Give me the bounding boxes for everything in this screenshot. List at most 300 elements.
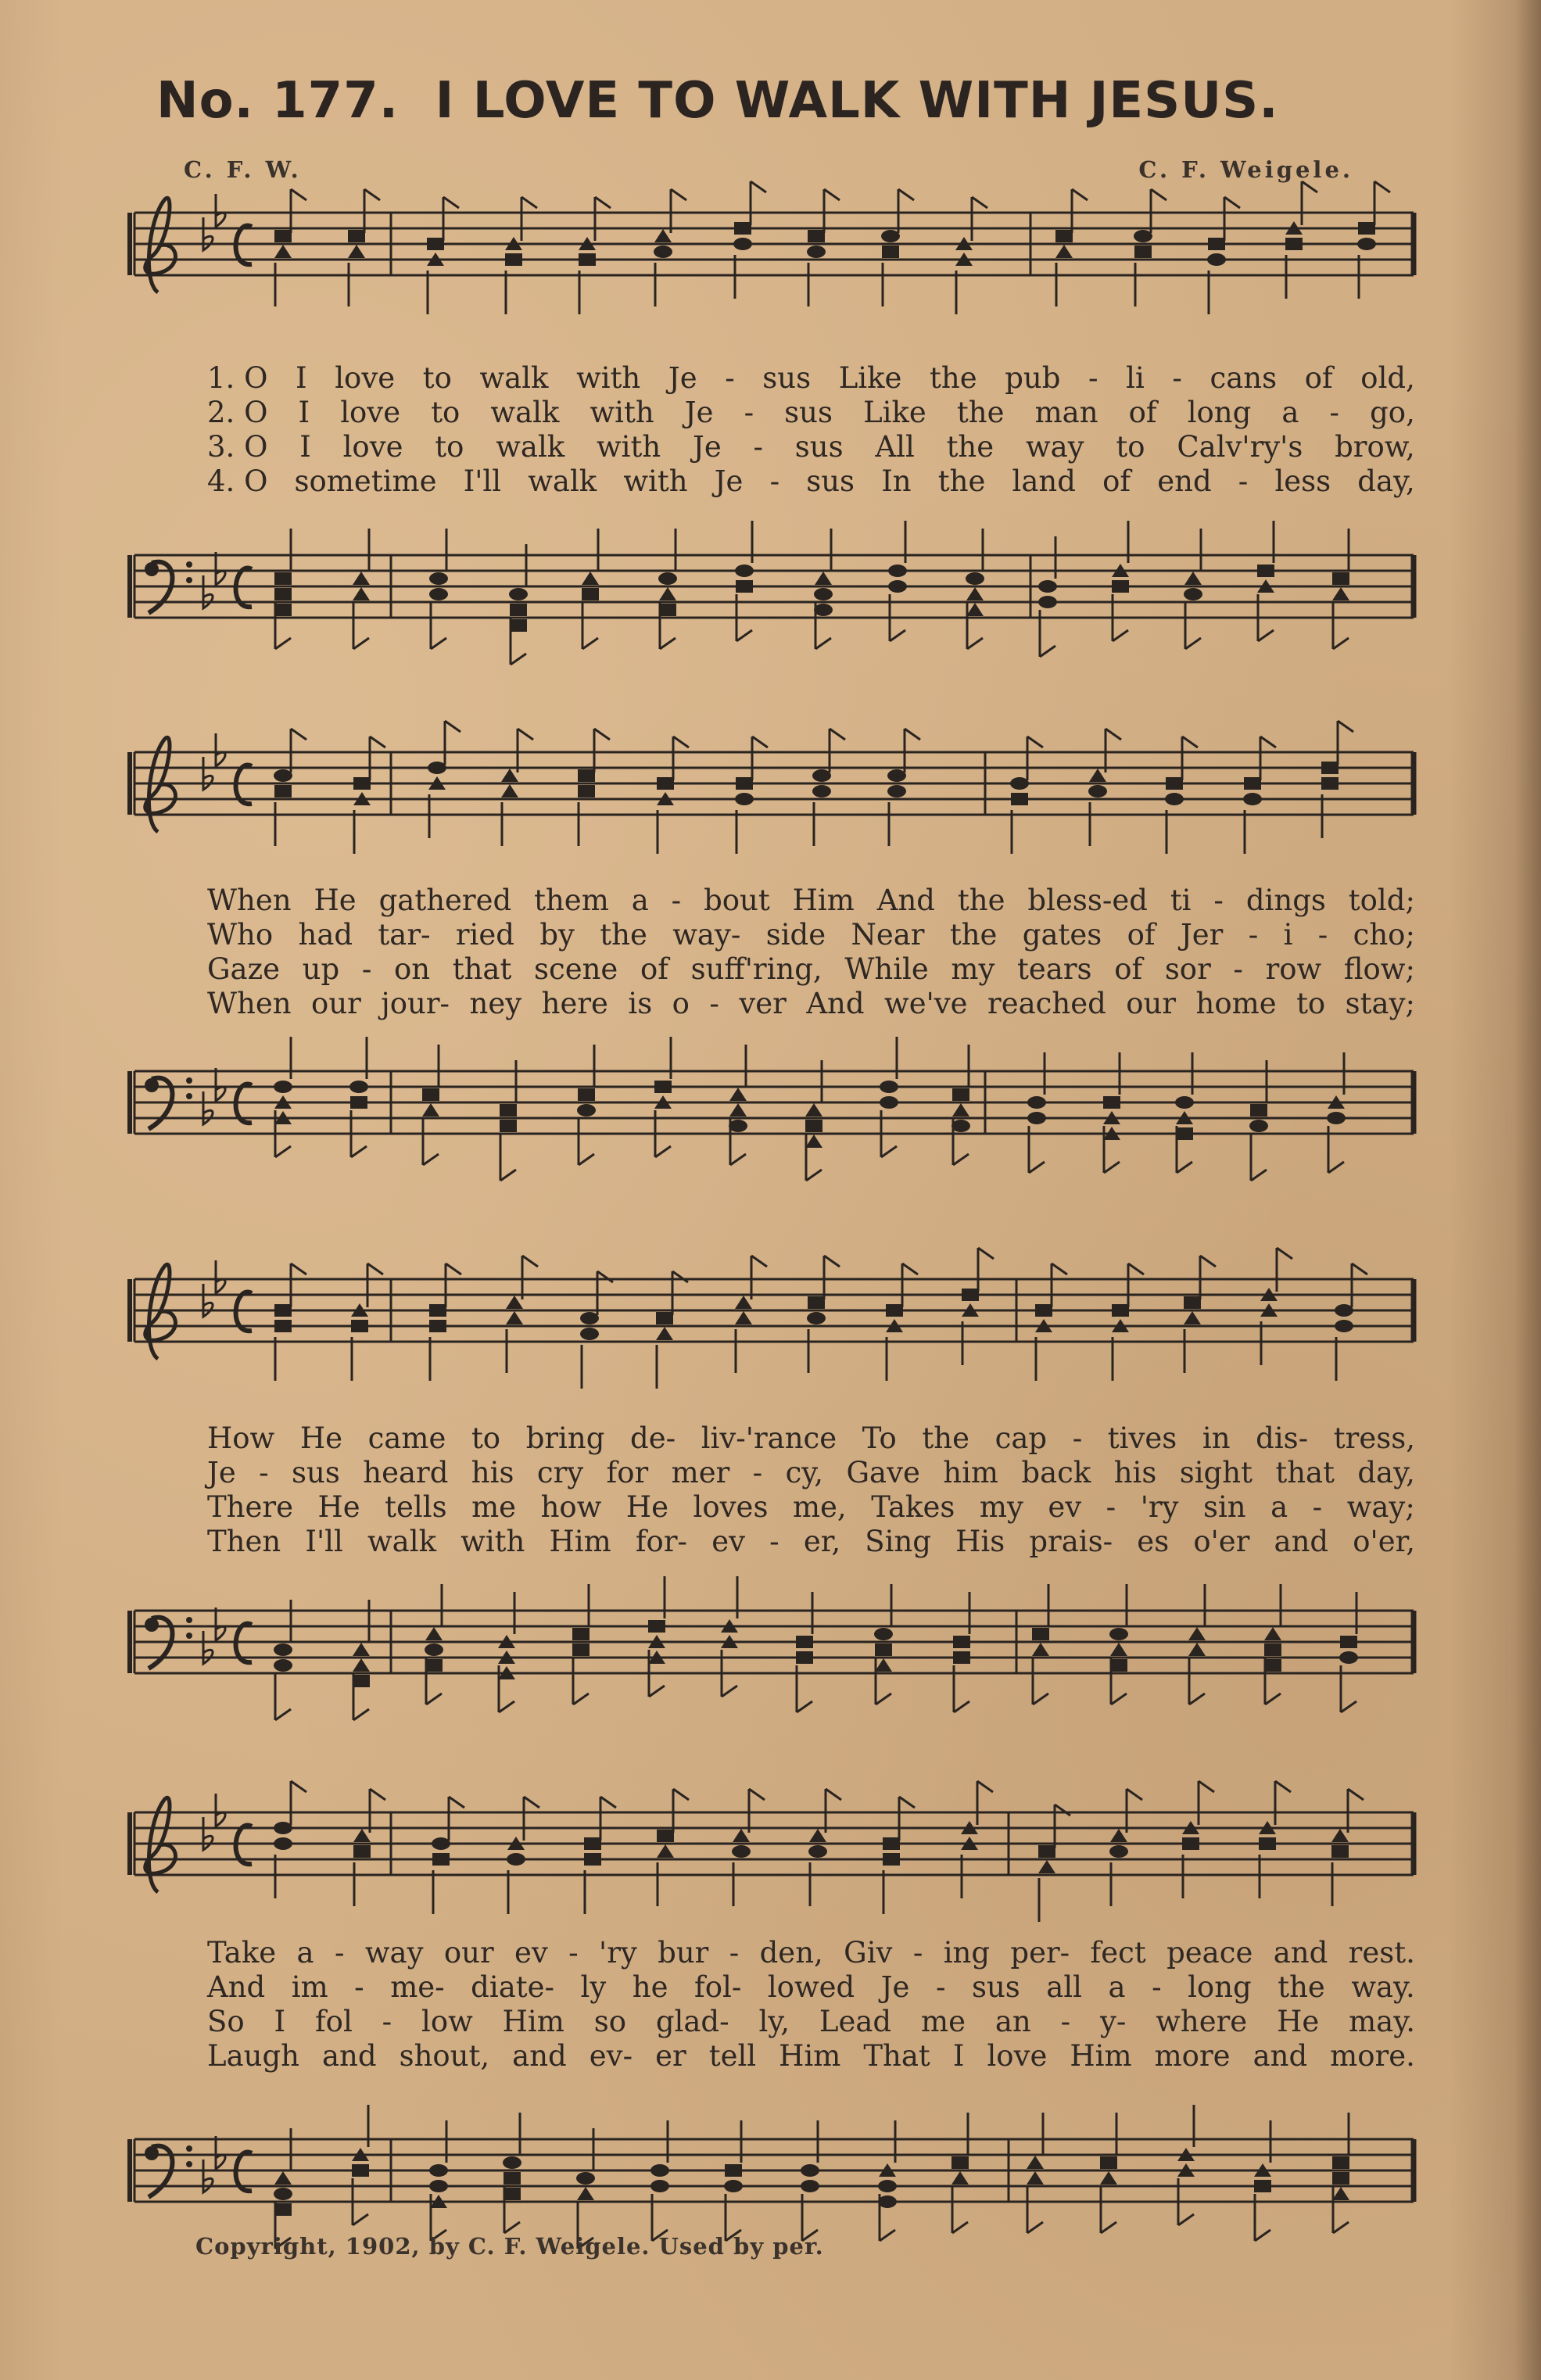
lyric-word: reached (987, 987, 1106, 1020)
lyric-word: 2. O (207, 396, 268, 429)
lyric-word: Lead (819, 2005, 892, 2038)
lyric-word: He (317, 1490, 360, 1524)
lyric-word: an (994, 2005, 1031, 2038)
lyric-word: row (1265, 952, 1322, 986)
lyric-word: Him (502, 2005, 564, 2038)
lyric-word: came (367, 1421, 446, 1455)
lyric-word: sus (784, 396, 833, 429)
lyric-word: I (299, 430, 311, 464)
lyric-word: dings (1245, 884, 1326, 917)
lyric-word: o'er, (1353, 1525, 1415, 1558)
lyric-word: And (806, 987, 865, 1020)
lyric-word: tells (385, 1490, 447, 1524)
lyric-word: way (364, 1936, 424, 1970)
lyric-word: long (1187, 396, 1252, 429)
lyric-word: - (334, 1936, 345, 1970)
lyric-word: Him (549, 1525, 611, 1558)
lyric-word: den, (759, 1936, 823, 1970)
lyric-word: love (340, 396, 401, 429)
lyric-word: - (1312, 1490, 1323, 1524)
lyric-word: the (937, 464, 986, 498)
lyric-word: up (302, 952, 340, 986)
lyric-word: es (1137, 1525, 1170, 1558)
lyric-word: love (335, 361, 396, 395)
lyric-word: - (354, 1970, 364, 2004)
lyric-word: 'ry (1140, 1490, 1179, 1524)
lyric-word: o'er (1193, 1525, 1250, 1558)
note-head (1027, 2171, 1044, 2185)
lyric-word: I (298, 396, 310, 429)
lyric-word: my (951, 952, 995, 986)
flat-sign-icon (216, 2136, 225, 2169)
lyric-word: Je (692, 430, 722, 464)
lyric-word: and (1253, 2039, 1308, 2073)
lyric-word: walk (528, 464, 597, 498)
lyric-word: his (1113, 1456, 1157, 1489)
lyric-word: ev- (589, 2039, 633, 2073)
lyric-word: of (1127, 918, 1156, 952)
lyric-word: bout (704, 884, 770, 917)
lyric-word: here (541, 987, 608, 1020)
lyric-word: 4. O (207, 464, 268, 498)
lyric-word: and (1273, 1936, 1328, 1970)
lyric-word: rest. (1348, 1936, 1415, 1970)
note-head (951, 2171, 969, 2185)
lyric-word: go, (1370, 396, 1415, 429)
lyric-word: had (298, 918, 353, 952)
words-credit: C. F. W. (184, 156, 302, 183)
lyric-word: we've (884, 987, 968, 1020)
lyric-word: li (1126, 361, 1145, 395)
note-head (274, 2188, 292, 2200)
lyric-word: way; (1346, 1490, 1415, 1524)
lyric-word: Gaze (207, 952, 281, 986)
note-flag (952, 2222, 968, 2233)
lyric-word: - (1238, 464, 1249, 498)
lyric-word: his (471, 1456, 514, 1489)
lyric-word: ver (739, 987, 787, 1020)
lyric-word: - (568, 1936, 579, 1970)
lyric-word: a (1270, 1490, 1288, 1524)
lyric-word: Calv'ry's (1177, 430, 1303, 464)
lyric-word: them (534, 884, 609, 917)
note-head (1027, 2156, 1044, 2169)
lyric-word: Take (207, 1936, 277, 1970)
lyric-word: me (471, 1490, 517, 1524)
lyric-word: the (956, 396, 1005, 429)
lyric-word: lowed (767, 1970, 855, 2004)
lyric-word: Like (838, 361, 902, 395)
lyric-word: That (863, 2039, 930, 2073)
lyric-word: that (1275, 1456, 1335, 1489)
lyric-word: the (946, 430, 994, 464)
lyric-word: in (1202, 1421, 1231, 1455)
lyric-word: - (382, 2005, 392, 2038)
lyric-word: ly (580, 1970, 607, 2004)
lyric-word: may. (1349, 2005, 1415, 2038)
lyric-word: All (875, 430, 915, 464)
lyric-word: - (1072, 1421, 1083, 1455)
lyric-word: way (1025, 430, 1084, 464)
bass-clef-dot (186, 2161, 192, 2167)
lyric-word: Near (851, 918, 925, 952)
lyric-word: me (920, 2005, 966, 2038)
lyric-word: stay; (1345, 987, 1415, 1020)
note-head (577, 2187, 594, 2200)
note-flag (504, 2222, 520, 2233)
lyric-word: To (862, 1421, 897, 1455)
lyric-word: ly, (758, 2005, 790, 2038)
lyric-word: more (1154, 2039, 1231, 2073)
lyric-word: pub (1005, 361, 1061, 395)
note-head (878, 2180, 897, 2192)
lyric-word: is (628, 987, 653, 1020)
hymn-number: No. 177. (156, 72, 400, 130)
lyric-word: back (1021, 1456, 1091, 1489)
lyric-word: 'ry (599, 1936, 637, 1970)
lyric-word: gathered (378, 884, 512, 917)
lyric-word: - (1233, 952, 1243, 986)
lyric-word: the (930, 361, 977, 395)
lyric-word: with (590, 396, 654, 429)
lyric-word: - (1317, 918, 1328, 952)
note-head (429, 2164, 448, 2177)
lyric-word: to (1116, 430, 1145, 464)
lyric-word: sus (806, 464, 855, 498)
lyric-word: sus (794, 430, 844, 464)
lyric-word: a (1281, 396, 1299, 429)
lyric-word: of (1102, 464, 1131, 498)
lyric-word: Gave (846, 1456, 920, 1489)
lyric-word: In (881, 464, 912, 498)
copyright-notice: Copyright, 1902, by C. F. Weigele. Used by per. (195, 2233, 824, 2260)
lyric-word: I (952, 2039, 965, 2073)
lyric-word: How (207, 1421, 275, 1455)
lyric-word: - (1329, 396, 1340, 429)
lyric-word: He (1277, 2005, 1320, 2038)
lyric-word: low (421, 2005, 473, 2038)
lyric-word: jour- (381, 987, 450, 1020)
lyric-word: ev (514, 1936, 548, 1970)
lyric-word: end (1157, 464, 1212, 498)
lyric-word: ev (711, 1525, 745, 1558)
lyric-word: to (435, 430, 464, 464)
lyric-word: He (625, 1490, 669, 1524)
lyric-word: i (1283, 918, 1293, 952)
lyric-word: that (452, 952, 512, 986)
lyric-word: the (957, 884, 1005, 917)
lyric-word: on (393, 952, 431, 986)
lyric-word: the (600, 918, 647, 952)
lyric-word: a (1108, 1970, 1126, 2004)
lyric-word: bur (658, 1936, 709, 1970)
lyric-word: of (640, 952, 668, 986)
lyric-word: Him (779, 2039, 841, 2073)
lyric-word: His (955, 1525, 1005, 1558)
note-head (951, 2156, 969, 2169)
lyric-word: gates (1022, 918, 1102, 952)
lyric-word: Je (684, 396, 714, 429)
lyric-word: less (1274, 464, 1331, 498)
lyric-word: ing (943, 1936, 991, 1970)
lyric-word: walk (496, 430, 565, 464)
lyric-word: - (725, 361, 735, 395)
lyric-word: of (1128, 396, 1157, 429)
lyric-word: sometime (294, 464, 437, 498)
lyric-word: of (1114, 952, 1143, 986)
note-head (503, 2156, 521, 2169)
lyric-word: to (431, 396, 461, 429)
lyric-word: more. (1330, 2039, 1415, 2073)
lyric-word: sus (971, 1970, 1020, 2004)
lyric-word: - (259, 1456, 269, 1489)
lyric-word: our (311, 987, 361, 1020)
lyric-word: cry (536, 1456, 584, 1489)
note-flag (1101, 2222, 1116, 2233)
lyric-word: Him (792, 884, 855, 917)
lyric-word: prais- (1029, 1525, 1113, 1558)
lyric-word: So (207, 2005, 245, 2038)
lyric-word: glad- (655, 2005, 729, 2038)
lyric-word: - (753, 430, 764, 464)
lyric-word: how (540, 1490, 602, 1524)
lyric-word: Je (207, 1456, 236, 1489)
lyric-word: ev (1048, 1490, 1082, 1524)
music-credit: C. F. Weigele. (1138, 156, 1353, 183)
lyric-word: of (1304, 361, 1333, 395)
note-head (504, 2172, 521, 2185)
lyric-word: the (1278, 1970, 1325, 2004)
lyric-word: He (314, 884, 357, 917)
lyric-word: and (322, 2039, 377, 2073)
lyric-word: a (296, 1936, 314, 1970)
lyric-word: tar- (378, 918, 431, 952)
lyric-word: sight (1179, 1456, 1253, 1489)
lyric-word: my (979, 1490, 1023, 1524)
lyric-word: - (671, 884, 682, 917)
note-flag (1027, 2222, 1043, 2233)
lyric-word: heard (363, 1456, 449, 1489)
lyric-word: peace (1167, 1936, 1253, 1970)
lyric-word: While (844, 952, 929, 986)
lyric-word: with (576, 361, 641, 395)
note-head (1100, 2171, 1117, 2185)
lyric-word: cap (994, 1421, 1048, 1455)
note-head (801, 2180, 819, 2192)
lyric-word: sin (1202, 1490, 1246, 1524)
lyric-word: told; (1348, 884, 1415, 917)
lyric-word: me- (390, 1970, 445, 2004)
lyric-word: old, (1360, 361, 1415, 395)
lyric-word: - (769, 1525, 779, 1558)
lyric-word: love (342, 430, 403, 464)
lyric-word: scene (534, 952, 618, 986)
lyric-word: ney (469, 987, 522, 1020)
lyric-word: Him (1070, 2039, 1132, 2073)
note-head (576, 2172, 595, 2185)
note-head (274, 2203, 292, 2216)
lyric-word: and (1274, 1525, 1329, 1558)
lyric-word: to (422, 361, 452, 395)
lyric-word: liv-'rance (701, 1421, 837, 1455)
lyric-word: dis- (1256, 1421, 1309, 1455)
lyric-word: with (623, 464, 688, 498)
lyric-word: way. (1351, 1970, 1415, 2004)
lyric-word: where (1156, 2005, 1248, 2038)
lyric-word: ried (455, 918, 514, 952)
note-head (504, 2188, 521, 2200)
note-head (801, 2164, 819, 2177)
lyric-word: man (1034, 396, 1098, 429)
lyric-word: walk (490, 396, 560, 429)
lyric-word: way- (672, 918, 741, 952)
lyric-word: - (752, 1456, 763, 1489)
lyric-word: - (769, 464, 780, 498)
lyric-word: side (765, 918, 826, 952)
lyric-word: our (1126, 987, 1177, 1020)
lyric-word: er, (803, 1525, 841, 1558)
lyric-word: cho; (1353, 918, 1415, 952)
lyric-word: day, (1357, 464, 1415, 498)
lyric-word: tears (1017, 952, 1092, 986)
lyric-word: - (912, 1936, 923, 1970)
lyric-word: Like (863, 396, 926, 429)
lyric-word: fect (1090, 1936, 1146, 1970)
note-flag (1255, 2230, 1270, 2241)
note-head (352, 2164, 369, 2177)
lyric-word: land (1012, 464, 1076, 498)
lyric-word: I'll (463, 464, 502, 498)
lyric-word: cy, (785, 1456, 824, 1489)
lyric-word: fol- (694, 1970, 742, 2004)
lyric-word: - (361, 952, 372, 986)
note-head (878, 2195, 897, 2208)
lyric-word: sor (1164, 952, 1211, 986)
lyric-word: Then (207, 1525, 281, 1558)
lyric-word: so (593, 2005, 626, 2038)
hymn-title: I LOVE TO WALK WITH JESUS. (435, 72, 1279, 130)
lyric-word: flow; (1343, 952, 1415, 986)
lyric-word: I (274, 2005, 286, 2038)
note-head (650, 2180, 669, 2192)
lyric-word: fol (314, 2005, 353, 2038)
lyric-word: sus (762, 361, 812, 395)
lyric-word: with (461, 1525, 525, 1558)
note-head (1332, 2187, 1349, 2200)
lyric-word: long (1188, 1970, 1252, 2004)
lyric-word: and (512, 2039, 567, 2073)
lyric-word: suff'ring, (690, 952, 822, 986)
lyric-word: - (744, 396, 754, 429)
note-flag (880, 2230, 895, 2241)
note-head (1254, 2180, 1271, 2192)
note-head (725, 2164, 742, 2177)
note-head (429, 2180, 448, 2192)
note-head (274, 2171, 292, 2185)
lyric-word: Je (714, 464, 744, 498)
lyric-word: Je (880, 1970, 910, 2004)
lyric-word: to (471, 1421, 501, 1455)
lyric-word: loves (693, 1490, 769, 1524)
lyric-word: - (1172, 361, 1182, 395)
lyric-word: - (1060, 2005, 1071, 2038)
lyric-word: I'll (305, 1525, 343, 1558)
lyric-word: shout, (399, 2039, 490, 2073)
lyric-word: our (443, 1936, 494, 1970)
lyric-word: to (1296, 987, 1326, 1020)
note-head (1332, 2156, 1349, 2169)
note-head (724, 2180, 743, 2192)
lyric-word: - (1248, 918, 1259, 952)
lyric-word: When (207, 987, 292, 1020)
note-flag (1333, 2222, 1349, 2233)
lyric-word: diate- (471, 1970, 555, 2004)
lyric-word: sus (292, 1456, 340, 1489)
lyric-word: me, (792, 1490, 847, 1524)
lyric-word: - (1213, 884, 1224, 917)
lyric-word: Je (668, 361, 697, 395)
note-flag (353, 2214, 368, 2225)
lyric-word: by (539, 918, 575, 952)
lyric-word: de- (630, 1421, 676, 1455)
lyric-word: y- (1099, 2005, 1127, 2038)
lyric-word: bring (525, 1421, 605, 1455)
lyric-word: - (729, 1936, 740, 1970)
note-head (650, 2164, 669, 2177)
lyric-word: And (876, 884, 935, 917)
lyric-word: a (631, 884, 649, 917)
lyric-word: - (935, 1970, 946, 2004)
lyric-word: When (207, 884, 292, 917)
lyric-word: day, (1357, 1456, 1415, 1489)
lyric-word: Who (207, 918, 274, 952)
lyric-word: And (207, 1970, 266, 2004)
lyric-word: the (922, 1421, 970, 1455)
lyric-word: - (1088, 361, 1098, 395)
lyric-word: Laugh (207, 2039, 299, 2073)
lyric-word: There (207, 1490, 293, 1524)
lyric-word: tives (1107, 1421, 1177, 1455)
lyric-word: bless-ed (1027, 884, 1148, 917)
lyric-word: per- (1010, 1936, 1070, 1970)
lyric-word: Sing (865, 1525, 931, 1558)
lyric-word: tell (708, 2039, 757, 2073)
lyric-word: er (655, 2039, 686, 2073)
lyric-word: home (1195, 987, 1277, 1020)
lyric-word: cans (1210, 361, 1278, 395)
lyric-word: I (296, 361, 307, 395)
lyric-word: Giv (844, 1936, 893, 1970)
lyric-word: the (949, 918, 998, 952)
lyric-word: o (672, 987, 690, 1020)
lyric-word: with (597, 430, 661, 464)
lyric-word: 3. O (207, 430, 268, 464)
lyric-word: for (606, 1456, 649, 1489)
lyric-word: he (632, 1970, 668, 2004)
lyric-word: im (291, 1970, 328, 2004)
lyric-word: walk (479, 361, 549, 395)
lyric-word: He (299, 1421, 342, 1455)
flat-sign-icon (203, 2160, 213, 2192)
lyric-word: tress, (1333, 1421, 1415, 1455)
lyric-word: brow, (1335, 430, 1415, 464)
lyric-word: walk (367, 1525, 436, 1558)
note-head (1100, 2156, 1117, 2169)
lyric-word: 1. O (207, 361, 268, 395)
note-head (1332, 2172, 1349, 2185)
lyric-word: him (943, 1456, 999, 1489)
lyric-word: love (987, 2039, 1048, 2073)
